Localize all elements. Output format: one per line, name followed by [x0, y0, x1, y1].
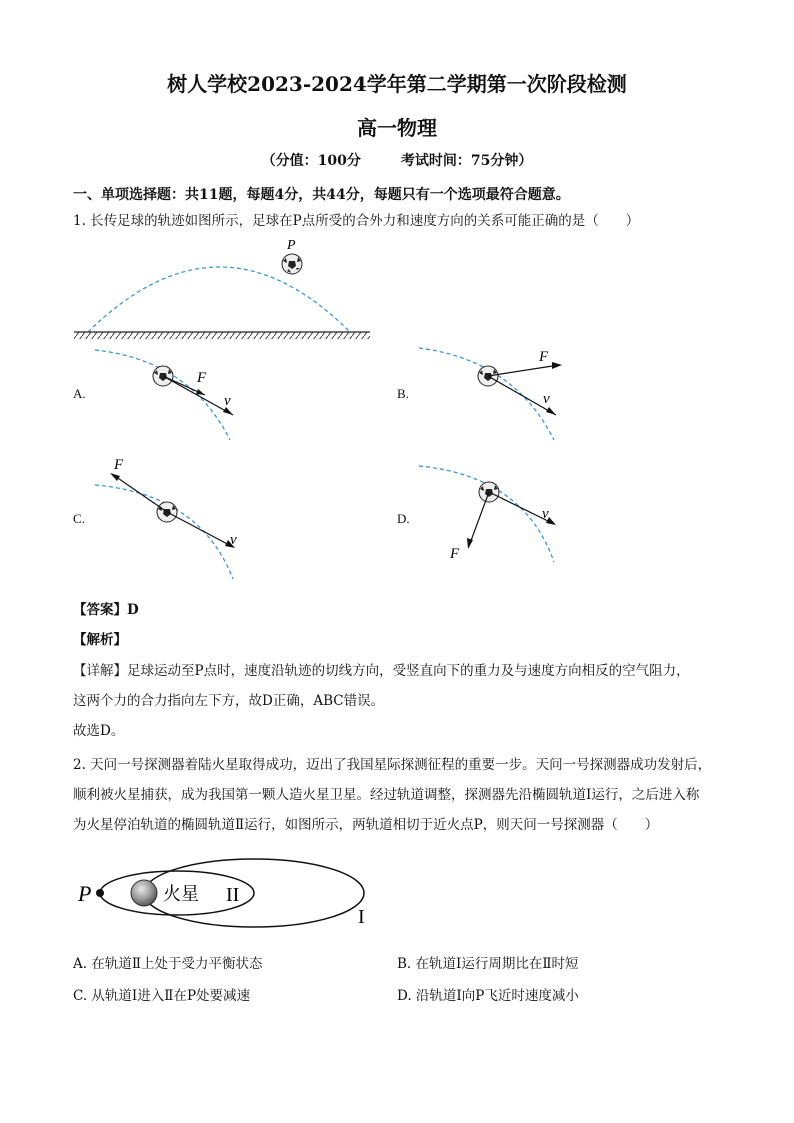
option-d-label: D. — [397, 511, 410, 526]
q2-choice-b: B. 在轨道Ⅰ运行周期比在Ⅱ时短 — [397, 956, 579, 972]
velocity-label: v — [543, 391, 550, 407]
q2-choice-c: C. 从轨道Ⅰ进入Ⅱ在P处要减速 — [73, 988, 251, 1004]
orbit-p-label: P — [78, 881, 92, 906]
option-d-figure — [414, 452, 574, 572]
mars-label: 火星 — [163, 884, 199, 904]
exam-score: （分值：100分 — [261, 153, 361, 169]
force-label: F — [450, 546, 460, 562]
orbit-ii-label: II — [226, 884, 240, 906]
exam-info — [0, 150, 794, 170]
velocity-label: v — [230, 532, 237, 548]
page-title: 树人学校2023-2024学年第二学期第一次阶段检测 — [167, 72, 627, 96]
trajectory-curve — [88, 267, 350, 332]
option-c-label: C. — [73, 511, 85, 526]
force-label: F — [197, 370, 207, 386]
option-b-label: B. — [397, 386, 409, 401]
ground-hatch — [74, 332, 370, 339]
section-heading: 一、单项选择题：共11题，每题4分，共44分，每题只有一个选项最符合题意。 — [73, 187, 570, 203]
option-a-figure — [90, 345, 250, 445]
velocity-label: v — [224, 393, 231, 409]
question-2-stem-line-1: 2. 天问一号探测器着陆火星取得成功，迈出了我国星际探测征程的重要一步。天问一号探测器成功发射后， — [73, 757, 712, 773]
trajectory-figure — [70, 232, 380, 350]
option-b-figure — [414, 345, 574, 445]
conclusion: 故选D。 — [73, 723, 125, 739]
force-label: F — [114, 457, 124, 473]
orbit-i-label: I — [358, 906, 365, 928]
page-subtitle: 高一物理 — [357, 116, 437, 140]
question-2-stem-line-3: 为火星停泊轨道的椭圆轨道Ⅱ运行，如图所示，两轨道相切于近火点P，则天问一号探测器（ ） — [73, 817, 659, 833]
detail-line-1: 【详解】足球运动至P点时，速度沿轨迹的切线方向，受竖直向下的重力及与速度方向相反的空气阻力， — [73, 663, 690, 679]
mars-icon — [131, 880, 157, 906]
analysis-tag: 【解析】 — [73, 632, 127, 648]
option-a-label: A. — [73, 386, 86, 401]
question-2-stem-line-2: 顺利被火星捕获，成为我国第一颗人造火星卫星。经过轨道调整，探测器先沿椭圆轨道Ⅰ运行，之后进入称 — [73, 787, 700, 803]
point-p-label: P — [287, 238, 296, 253]
force-label: F — [539, 349, 549, 365]
question-1-stem: 1. 长传足球的轨迹如图所示，足球在P点所受的合外力和速度方向的关系可能正确的是（ ） — [73, 213, 640, 229]
option-c-figure — [90, 452, 250, 582]
point-p-dot — [96, 889, 104, 897]
detail-line-2: 这两个力的合力指向左下方，故D正确，ABC错误。 — [73, 693, 385, 709]
q2-choice-a: A. 在轨道Ⅱ上处于受力平衡状态 — [73, 956, 263, 972]
answer-tag: 【答案】D — [73, 602, 139, 618]
orbit-diagram — [72, 855, 382, 935]
exam-time: 考试时间：75分钟） — [400, 153, 533, 169]
q2-choice-d: D. 沿轨道Ⅰ向P飞近时速度减小 — [397, 988, 579, 1004]
velocity-label: v — [542, 506, 549, 522]
soccer-ball-icon — [282, 254, 302, 274]
